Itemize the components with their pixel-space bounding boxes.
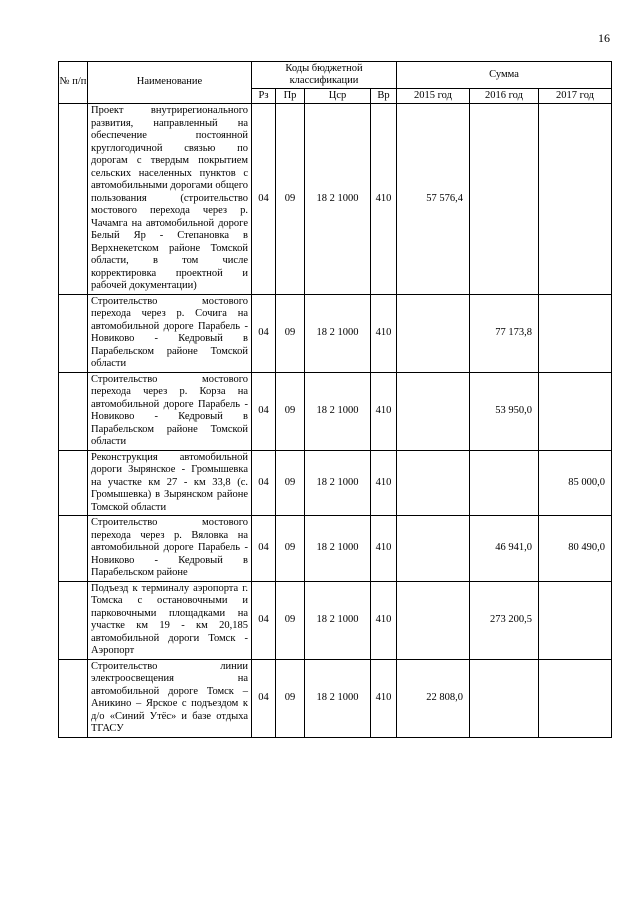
cell-csr: 18 2 1000	[305, 294, 371, 372]
cell-2017: 85 000,0	[539, 450, 612, 516]
cell-2016	[470, 450, 539, 516]
header-2016: 2016 год	[470, 89, 539, 104]
cell-csr: 18 2 1000	[305, 104, 371, 295]
header-2017: 2017 год	[539, 89, 612, 104]
cell-2015	[397, 294, 470, 372]
cell-pr: 09	[276, 372, 305, 450]
cell-rz: 04	[252, 659, 276, 737]
cell-vr: 410	[371, 659, 397, 737]
table-row	[59, 104, 612, 295]
table-row	[59, 516, 612, 582]
cell-pr: 09	[276, 659, 305, 737]
cell-name: Строительство линии электроосвещения на автомобильной дороге Томск – Аникино – Ярское с подъездом к д/о «Синий Утёс» и базе отдыха ТГАСУ	[88, 659, 252, 737]
cell-vr: 410	[371, 294, 397, 372]
cell-pr: 09	[276, 516, 305, 582]
page-number: 16	[598, 31, 610, 45]
cell-name: Строительство мостового перехода через р. Корза на автомобильной дороге Парабель - Новиково - Кедровый в Парабельском районе Томской области	[88, 372, 252, 450]
cell-2016	[470, 659, 539, 737]
cell-pr: 09	[276, 581, 305, 659]
cell-name: Проект внутрирегионального развития, направленный на обеспечение постоянной круглогодичной связью по дорогам с твердым покрытием сельских населенных пунктов с автомобильными дорогами общего пользования (строительство мостового перехода через р. Чачамга на автомобильной дороге Белый Яр - Степановка в Верхнекетском районе Томской области, в том числе корректировка проектной и рабочей документации)	[88, 104, 252, 295]
cell-csr: 18 2 1000	[305, 581, 371, 659]
cell-pr: 09	[276, 104, 305, 295]
header-vr: Вр	[371, 89, 397, 104]
header-2015: 2015 год	[397, 89, 470, 104]
cell-rz: 04	[252, 372, 276, 450]
cell-csr: 18 2 1000	[305, 372, 371, 450]
cell-name: Строительство мостового перехода через р. Вяловка на автомобильной дороге Парабель - Новиково - Кедровый в Парабельском районе	[88, 516, 252, 582]
cell-num	[59, 372, 88, 450]
cell-2015	[397, 581, 470, 659]
header-name: Наименование	[88, 62, 252, 104]
cell-2015: 22 808,0	[397, 659, 470, 737]
cell-vr: 410	[371, 450, 397, 516]
header-csr: Цср	[305, 89, 371, 104]
cell-name: Строительство мостового перехода через р. Сочига на автомобильной дороге Парабель - Новиково - Кедровый в Парабельском районе Томской области	[88, 294, 252, 372]
cell-num	[59, 516, 88, 582]
cell-num	[59, 581, 88, 659]
budget-table	[58, 61, 612, 738]
cell-vr: 410	[371, 104, 397, 295]
cell-2017	[539, 104, 612, 295]
cell-2016: 53 950,0	[470, 372, 539, 450]
cell-2015	[397, 372, 470, 450]
cell-2017	[539, 294, 612, 372]
cell-2016	[470, 104, 539, 295]
cell-2015	[397, 516, 470, 582]
header-codes: Коды бюджетной классификации	[252, 62, 397, 89]
cell-num	[59, 294, 88, 372]
cell-2016: 77 173,8	[470, 294, 539, 372]
cell-2016: 46 941,0	[470, 516, 539, 582]
cell-rz: 04	[252, 294, 276, 372]
table-row	[59, 450, 612, 516]
cell-name: Реконструкция автомобильной дороги Зырянское - Громышевка на участке км 27 - км 33,8 (с. Громышевка) в Зырянском районе Томской области	[88, 450, 252, 516]
header-sum: Сумма	[397, 62, 612, 89]
cell-rz: 04	[252, 450, 276, 516]
cell-vr: 410	[371, 581, 397, 659]
table-row	[59, 581, 612, 659]
cell-2017: 80 490,0	[539, 516, 612, 582]
table-row	[59, 659, 612, 737]
cell-pr: 09	[276, 450, 305, 516]
cell-2015	[397, 450, 470, 516]
cell-2017	[539, 372, 612, 450]
cell-rz: 04	[252, 581, 276, 659]
header-rz: Рз	[252, 89, 276, 104]
cell-2017	[539, 581, 612, 659]
cell-2017	[539, 659, 612, 737]
cell-rz: 04	[252, 516, 276, 582]
cell-2016: 273 200,5	[470, 581, 539, 659]
cell-2015: 57 576,4	[397, 104, 470, 295]
cell-csr: 18 2 1000	[305, 659, 371, 737]
cell-vr: 410	[371, 372, 397, 450]
cell-num	[59, 659, 88, 737]
cell-vr: 410	[371, 516, 397, 582]
header-pr: Пр	[276, 89, 305, 104]
cell-num	[59, 450, 88, 516]
cell-pr: 09	[276, 294, 305, 372]
cell-name: Подъезд к терминалу аэропорта г. Томска с остановочными и парковочными площадками на участке км 19 - км 20,185 автомобильной дороги Томск - Аэропорт	[88, 581, 252, 659]
cell-csr: 18 2 1000	[305, 450, 371, 516]
cell-csr: 18 2 1000	[305, 516, 371, 582]
cell-num	[59, 104, 88, 295]
cell-rz: 04	[252, 104, 276, 295]
header-num: № п/п	[59, 62, 88, 104]
table-row	[59, 294, 612, 372]
table-row	[59, 372, 612, 450]
